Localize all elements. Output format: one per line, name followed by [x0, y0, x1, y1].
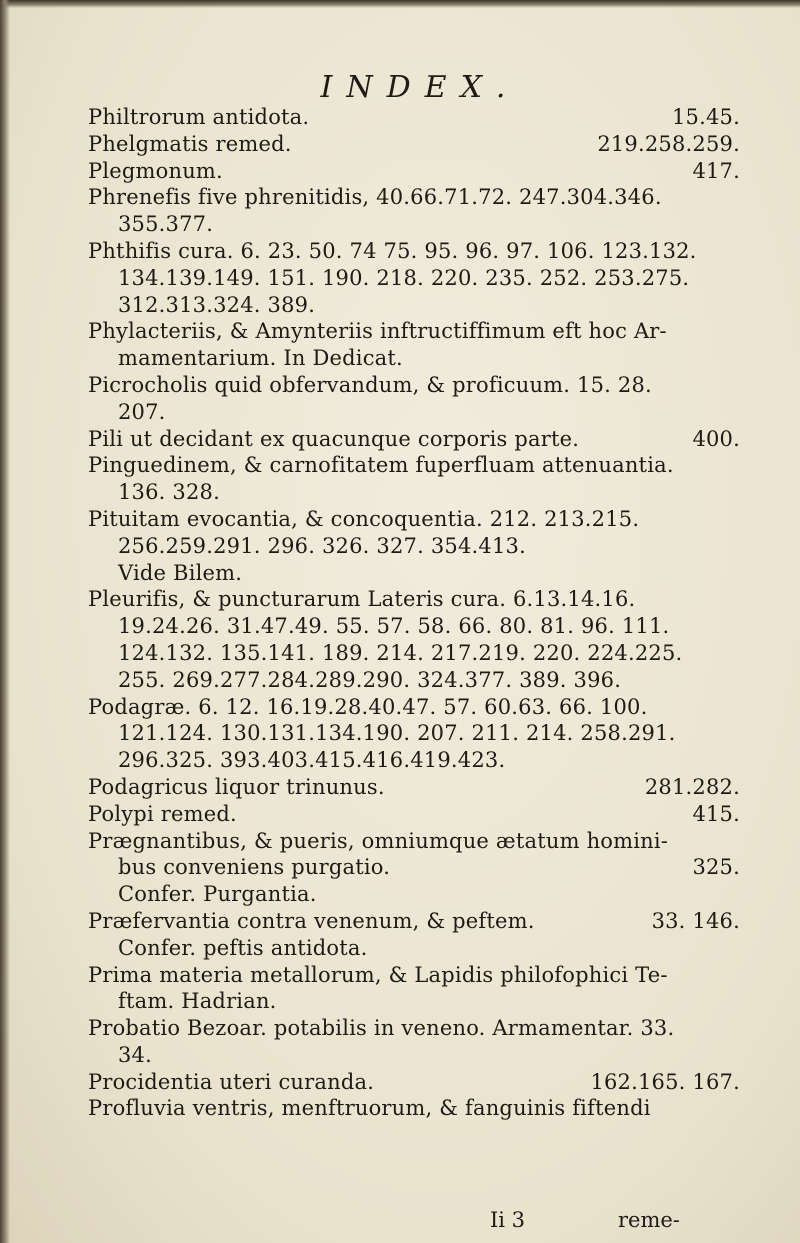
index-text: 207.	[118, 399, 166, 424]
index-text: Phrenefis five phrenitidis, 40.66.71.72. 247.304.346.	[88, 185, 662, 210]
index-page-refs: 400.	[692, 426, 740, 451]
index-text: Prima materia metallorum, & Lapidis philofophici Te-	[88, 962, 668, 987]
index-line	[88, 694, 740, 721]
index-text: 19.24.26. 31.47.49. 55. 57. 58. 66. 80. 81. 96. 111.	[118, 614, 670, 639]
index-text: Procidentia uteri curanda.	[88, 1069, 375, 1094]
index-text: Confer. Purgantia.	[118, 882, 317, 907]
index-line	[88, 1095, 740, 1122]
index-text: Phelgmatis remed.	[88, 131, 292, 156]
index-page-refs: 33. 146.	[651, 908, 740, 933]
index-text: Vide Bilem.	[118, 560, 243, 585]
index-text: Polypi remed.	[88, 801, 237, 826]
index-line	[88, 292, 740, 319]
index-text: bus conveniens purgatio.	[118, 855, 391, 880]
index-text: 355.377.	[118, 212, 214, 237]
index-page-refs: 162.165. 167.	[590, 1069, 740, 1094]
index-page-refs: 281.282.	[644, 774, 740, 799]
index-line	[88, 318, 740, 345]
index-line	[88, 801, 740, 828]
index-text: Præfervantia contra venenum, & peftem.	[88, 908, 535, 933]
index-line	[88, 988, 740, 1015]
index-line	[88, 426, 740, 453]
index-entries	[88, 104, 740, 1122]
page-top-edge	[0, 0, 800, 8]
index-page-refs: 417.	[692, 158, 740, 183]
index-line	[88, 613, 740, 640]
index-text: Pleurifis, & puncturarum Lateris cura. 6.13.14.16.	[88, 587, 636, 612]
index-text: Picrocholis quid obfervandum, & proficuum. 15. 28.	[88, 372, 652, 397]
index-text: Podagricus liquor trinunus.	[88, 774, 385, 799]
index-line	[88, 774, 740, 801]
index-line	[88, 265, 740, 292]
index-page-refs: 219.258.259.	[597, 131, 740, 156]
index-line	[88, 479, 740, 506]
index-text: 136. 328.	[118, 480, 220, 505]
index-line	[88, 131, 740, 158]
index-line	[88, 452, 740, 479]
index-text: Phthifis cura. 6. 23. 50. 74 75. 95. 96. 97. 106. 123.132.	[88, 238, 697, 263]
index-text: ftam. Hadrian.	[118, 989, 277, 1014]
index-line	[88, 747, 740, 774]
index-line	[88, 211, 740, 238]
index-line	[88, 184, 740, 211]
index-text: Pituitam evocantia, & concoquentia. 212. 213.215.	[88, 506, 640, 531]
index-page-refs: 15.45.	[672, 105, 740, 129]
index-line	[88, 908, 740, 935]
index-line	[88, 854, 740, 881]
index-text: 256.259.291. 296. 326. 327. 354.413.	[118, 533, 526, 558]
index-line	[88, 104, 740, 131]
index-page-refs: 325.	[692, 855, 740, 880]
index-line	[88, 667, 740, 694]
index-text: Philtrorum antidota.	[88, 105, 310, 129]
index-line	[88, 881, 740, 908]
index-text: Pinguedinem, & carnofitatem fuperfluam attenuantia.	[88, 453, 674, 478]
index-text: 121.124. 130.131.134.190. 207. 211. 214. 258.291.	[118, 721, 676, 746]
index-text: Probatio Bezoar. potabilis in veneno. Armamentar. 33.	[88, 1016, 675, 1041]
index-text: Podagræ. 6. 12. 16.19.28.40.47. 57. 60.63. 66. 100.	[88, 694, 648, 719]
index-line	[88, 1042, 740, 1069]
index-page-refs: 415.	[692, 801, 740, 826]
index-text: mamentarium. In Dedicat.	[118, 346, 403, 371]
catchword: reme-	[618, 1208, 680, 1232]
index-line	[88, 533, 740, 560]
index-text: Pili ut decidant ex quacunque corporis parte.	[88, 426, 580, 451]
index-text: Prægnantibus, & pueris, omniumque ætatum homini-	[88, 828, 669, 853]
index-text: Plegmonum.	[88, 158, 223, 183]
index-line	[88, 399, 740, 426]
index-line	[88, 720, 740, 747]
index-text: 134.139.149. 151. 190. 218. 220. 235. 252. 253.275.	[118, 265, 690, 290]
index-line	[88, 962, 740, 989]
index-text: Phylacteriis, & Amynteriis inftructiffimum eft hoc Ar-	[88, 319, 667, 344]
index-line	[88, 238, 740, 265]
index-text: 255. 269.277.284.289.290. 324.377. 389. 396.	[118, 667, 622, 692]
index-line	[88, 158, 740, 185]
index-line	[88, 1015, 740, 1042]
signature-mark: Ii 3	[490, 1208, 526, 1232]
index-line	[88, 372, 740, 399]
index-line	[88, 935, 740, 962]
index-text: 296.325. 393.403.415.416.419.423.	[118, 748, 506, 773]
index-text: 124.132. 135.141. 189. 214. 217.219. 220. 224.225.	[118, 640, 683, 665]
page-header: INDEX.	[320, 70, 520, 105]
index-text: 34.	[118, 1042, 152, 1067]
index-line	[88, 640, 740, 667]
index-line	[88, 560, 740, 587]
index-text: Confer. peftis antidota.	[118, 935, 368, 960]
index-text: 312.313.324. 389.	[118, 292, 316, 317]
index-line	[88, 828, 740, 855]
index-line	[88, 345, 740, 372]
index-text: Profluvia ventris, menftruorum, & fanguinis fiftendi	[88, 1096, 651, 1121]
index-line	[88, 586, 740, 613]
index-line	[88, 506, 740, 533]
page-binding-edge	[0, 0, 10, 1243]
index-line	[88, 1069, 740, 1096]
